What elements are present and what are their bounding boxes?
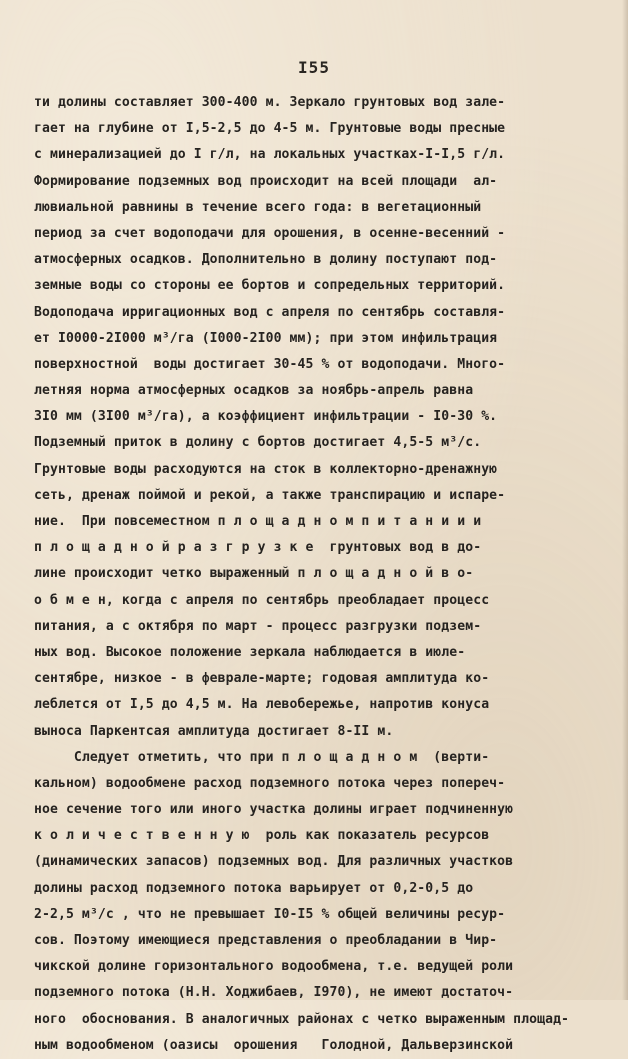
page-number: I55 xyxy=(298,58,330,77)
text-line: Следует отметить, что при п л о щ а д н о м (верти- xyxy=(34,749,490,765)
text-line: сентябре, низкое - в феврале-марте; годовая амплитуда ко- xyxy=(34,671,490,687)
text-line: период за счет водоподачи для орошения, в осенне-весенний - xyxy=(34,225,506,241)
text-line: ного обоснования. В аналогичных районах с четко выраженным площад- xyxy=(34,1011,570,1027)
text-line: атмосферных осадков. Дополнительно в долину поступают под- xyxy=(34,252,498,268)
text-line: летняя норма атмосферных осадков за ноябрь-апрель равна xyxy=(34,383,474,399)
text-line: (динамических запасов) подземных вод. Для различных участков xyxy=(34,854,514,870)
body-text xyxy=(34,90,628,1059)
text-line: ное сечение того или иного участка долины играет подчиненную xyxy=(34,802,514,818)
text-line: подземного потока (Н.Н. Ходжибаев, I970), не имеют достаточ- xyxy=(34,985,514,1001)
text-line: 2-2,5 м³/с , что не превышает I0-I5 % общей величины ресур- xyxy=(34,906,506,922)
text-line: земные воды со стороны ее бортов и сопредельных территорий. xyxy=(34,278,506,294)
text-line: к о л и ч е с т в е н н у ю роль как показатель ресурсов xyxy=(34,828,490,844)
text-line: Водоподача ирригационных вод с апреля по сентябрь составля- xyxy=(34,304,506,320)
text-line: лювиальной равнины в течение всего года: в вегетационный xyxy=(34,199,482,215)
text-line: питания, а с октября по март - процесс разгрузки подзем- xyxy=(34,618,482,634)
text-line: поверхностной воды достигает 30-45 % от водоподачи. Много- xyxy=(34,356,506,372)
text-line: п л о щ а д н о й р а з г р у з к е грунтовых вод в до- xyxy=(34,540,482,556)
text-line: 3I0 мм (3I00 м³/га), а коэффициент инфильтрации - I0-30 %. xyxy=(34,409,498,425)
text-line: с минерализацией до I г/л, на локальных участках-I-I,5 г/л. xyxy=(34,147,506,163)
text-line: чикской долине горизонтального водообмена, т.е. ведущей роли xyxy=(34,959,514,975)
text-line: сеть, дренаж поймой и рекой, а также транспирацию и испаре- xyxy=(34,487,506,503)
text-line: кальном) водообмене расход подземного потока через попереч- xyxy=(34,775,506,791)
text-line: Грунтовые воды расходуются на сток в коллекторно-дренажную xyxy=(34,461,498,477)
text-line: лине происходит четко выраженный п л о щ а д н о й в о- xyxy=(34,566,474,582)
text-line: Подземный приток в долину с бортов достигает 4,5-5 м³/с. xyxy=(34,435,482,451)
text-line: ет I0000-2I000 м³/га (I000-2I00 мм); при этом инфильтрация xyxy=(34,330,498,346)
page-edge-shadow xyxy=(622,0,628,1000)
text-line: Формирование подземных вод происходит на всей площади ал- xyxy=(34,173,498,189)
text-line: ным водообменом (оазисы орошения Голодной, Дальверзинской xyxy=(34,1037,514,1053)
text-line: ти долины составляет 300-400 м. Зеркало грунтовых вод зале- xyxy=(34,95,506,110)
text-line: долины расход подземного потока варьирует от 0,2-0,5 до xyxy=(34,880,474,896)
text-line: сов. Поэтому имеющиеся представления о преобладании в Чир- xyxy=(34,933,498,948)
text-line: о б м е н, когда с апреля по сентябрь преобладает процесс xyxy=(34,592,490,608)
text-line: ных вод. Высокое положение зеркала наблюдается в июле- xyxy=(34,644,466,660)
text-line: ние. При повсеместном п л о щ а д н о м п и т а н и и и xyxy=(34,514,482,529)
text-line: леблется от I,5 до 4,5 м. На левобережье, напротив конуса xyxy=(34,697,490,713)
text-line: выноса Паркентсая амплитуда достигает 8-II м. xyxy=(34,723,394,739)
text-line: гает на глубине от I,5-2,5 до 4-5 м. Грунтовые воды пресные xyxy=(34,121,506,137)
